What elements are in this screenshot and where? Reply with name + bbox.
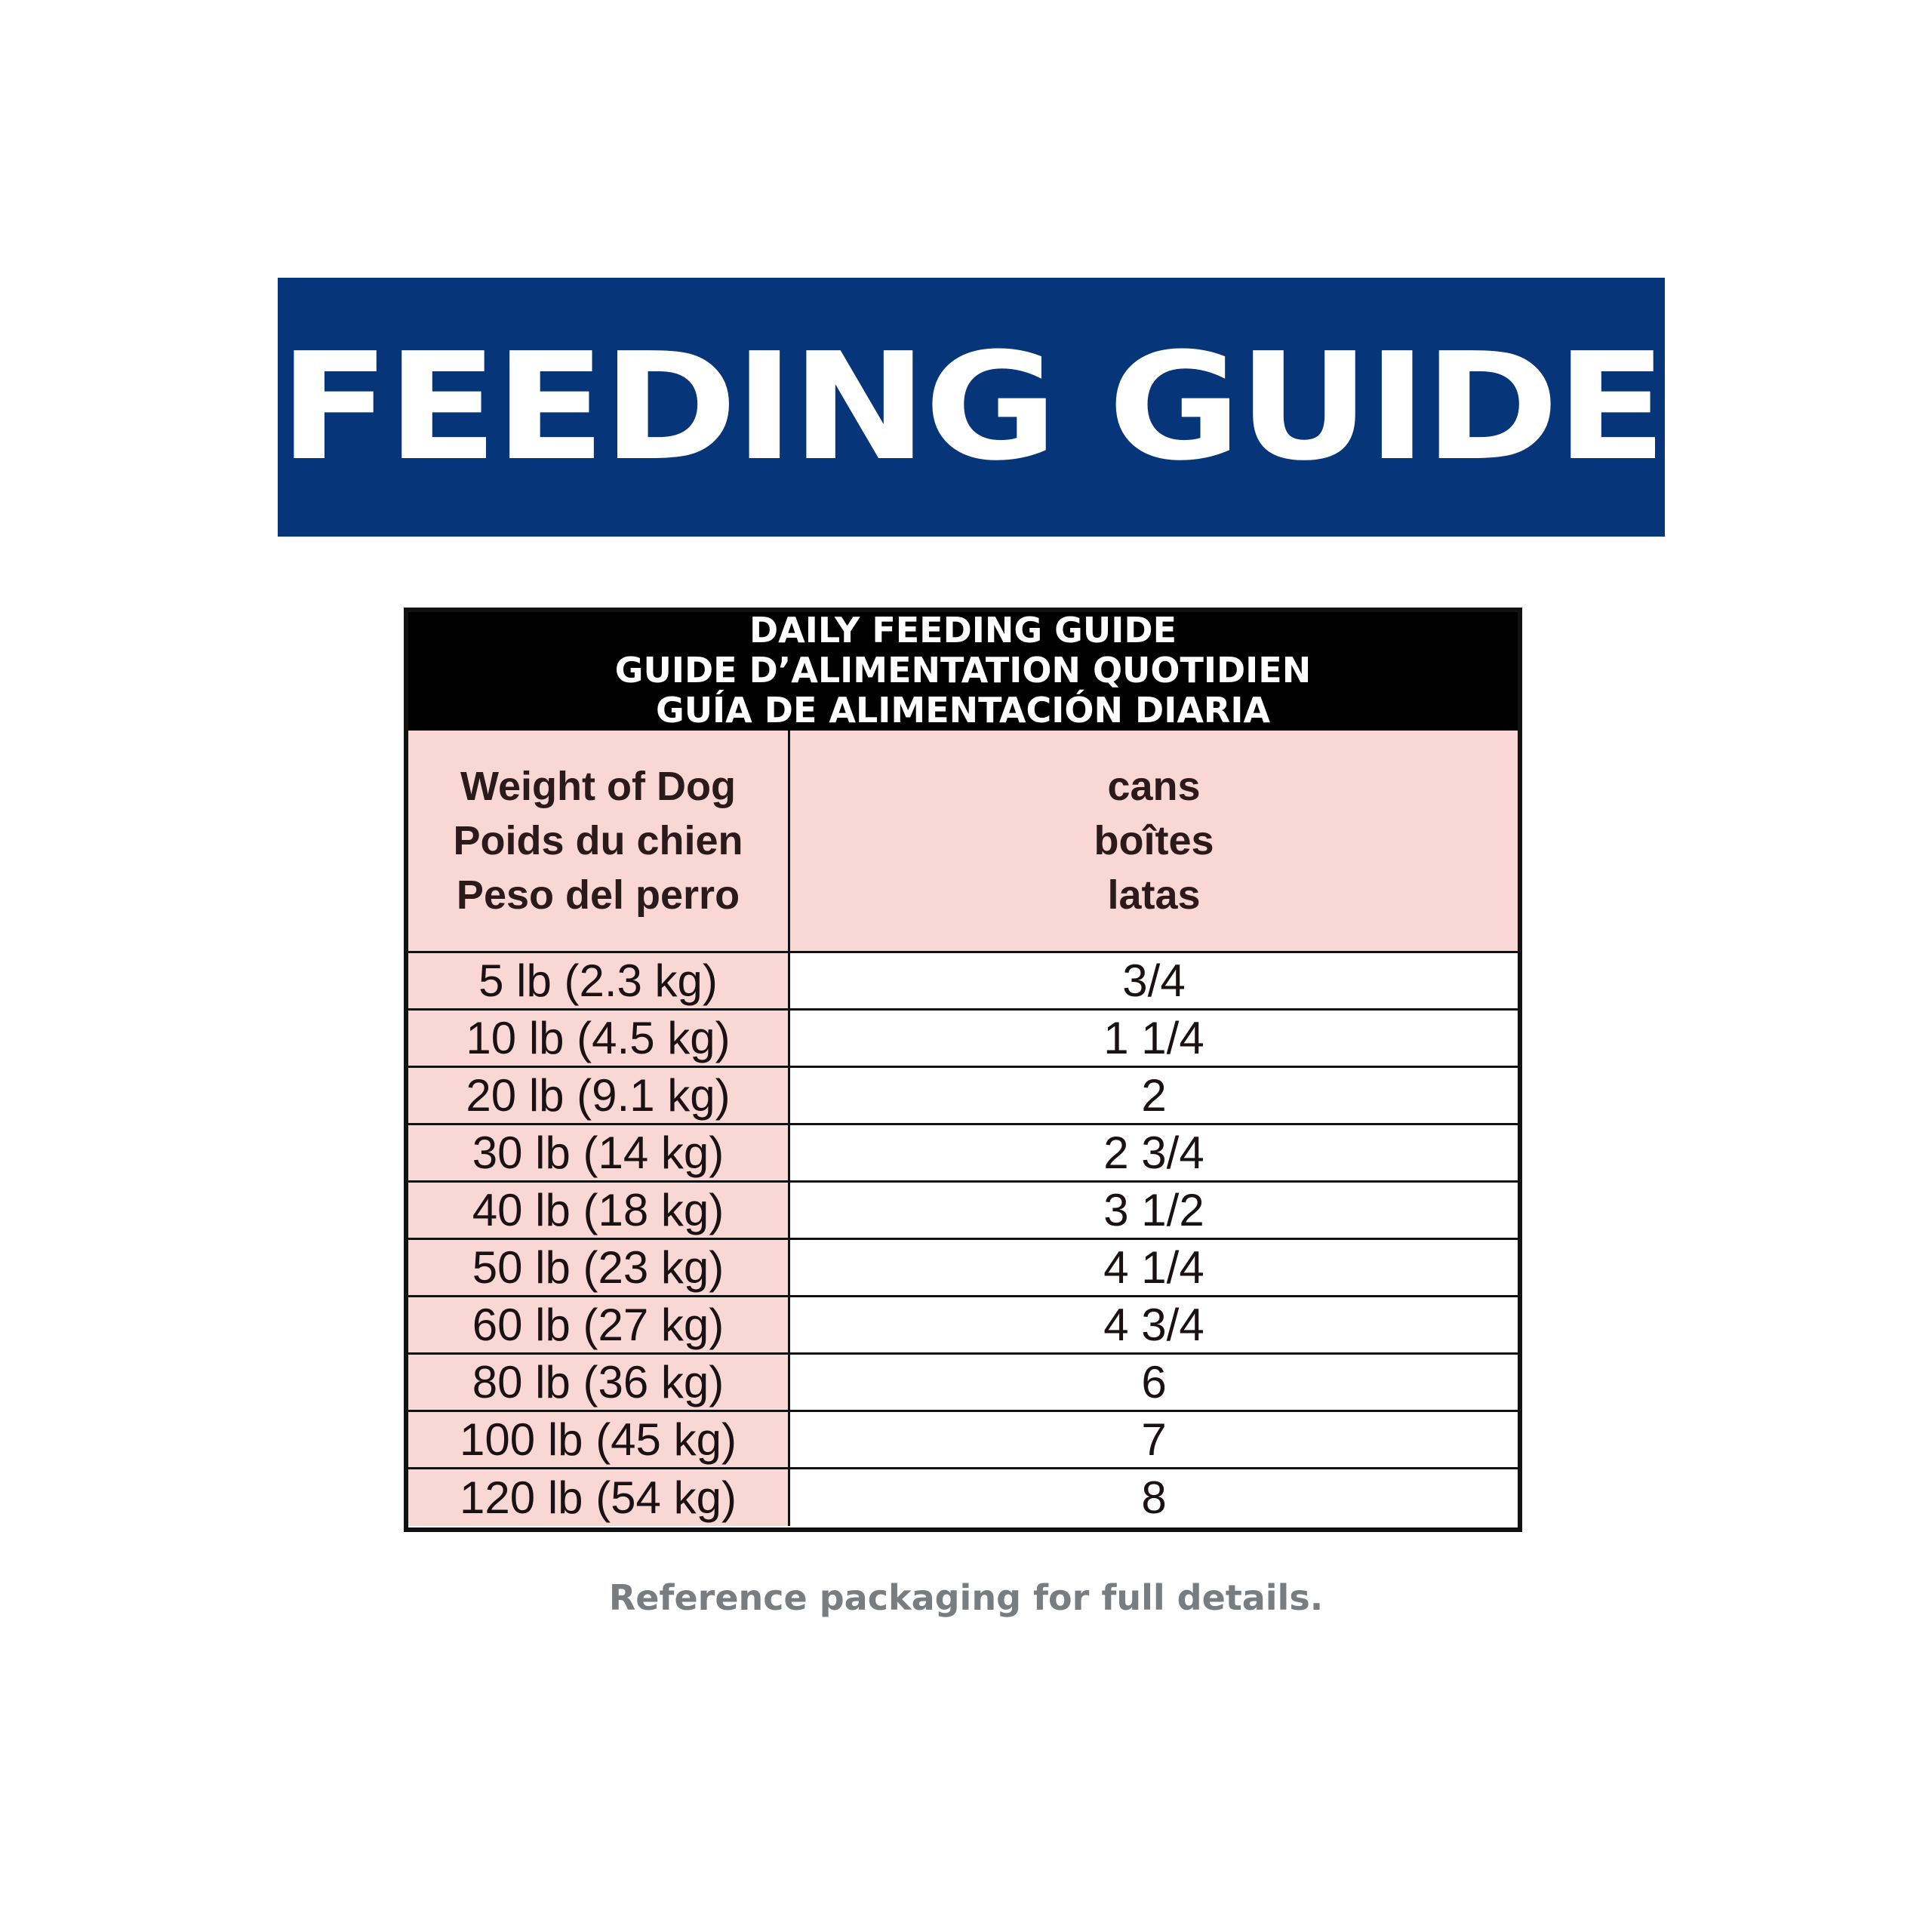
column-header-cans [790, 731, 1518, 951]
column-header-line: Peso del perro [456, 872, 740, 918]
cans-cell: 2 [790, 1068, 1518, 1123]
column-header-line: Poids du chien [453, 818, 743, 863]
cans-cell: 4 3/4 [790, 1297, 1518, 1352]
weight-cell: 120 lb (54 kg) [408, 1469, 790, 1526]
weight-cell: 80 lb (36 kg) [408, 1355, 790, 1410]
weight-cell: 60 lb (27 kg) [408, 1297, 790, 1352]
cans-cell: 7 [790, 1412, 1518, 1467]
weight-cell: 30 lb (14 kg) [408, 1125, 790, 1180]
column-header-line: cans [1107, 764, 1201, 809]
cans-cell: 1 1/4 [790, 1011, 1518, 1066]
column-header-line: boîtes [1094, 818, 1214, 863]
table-row [408, 1240, 1518, 1297]
feeding-guide-banner [278, 278, 1665, 537]
table-row [408, 1355, 1518, 1412]
cans-cell: 4 1/4 [790, 1240, 1518, 1295]
table-row [408, 1068, 1518, 1125]
cans-cell: 8 [790, 1469, 1518, 1526]
table-row [408, 1125, 1518, 1183]
table-body [408, 953, 1518, 1526]
cans-cell: 3/4 [790, 953, 1518, 1008]
cans-cell: 3 1/2 [790, 1183, 1518, 1238]
weight-cell: 40 lb (18 kg) [408, 1183, 790, 1238]
table-title [408, 609, 1518, 731]
cans-cell: 2 3/4 [790, 1125, 1518, 1180]
column-header-row [408, 731, 1518, 953]
footnote: Reference packaging for full details. [608, 1577, 1324, 1618]
weight-cell: 10 lb (4.5 kg) [408, 1011, 790, 1066]
weight-cell: 50 lb (23 kg) [408, 1240, 790, 1295]
table-row [408, 1011, 1518, 1068]
table-row [408, 1297, 1518, 1355]
cans-cell: 6 [790, 1355, 1518, 1410]
page-title: FEEDING GUIDE [278, 321, 1664, 494]
table-title-line: GUIDE D’ALIMENTATION QUOTIDIEN [614, 649, 1312, 691]
weight-cell: 20 lb (9.1 kg) [408, 1068, 790, 1123]
table-row [408, 1183, 1518, 1240]
table-title-line: GUÍA DE ALIMENTACIÓN DIARIA [655, 689, 1271, 731]
weight-cell: 100 lb (45 kg) [408, 1412, 790, 1467]
daily-feeding-guide-table [404, 608, 1522, 1532]
table-row [408, 1412, 1518, 1469]
weight-cell: 5 lb (2.3 kg) [408, 953, 790, 1008]
table-row [408, 1469, 1518, 1526]
table-row [408, 953, 1518, 1011]
table-title-line: DAILY FEEDING GUIDE [749, 609, 1177, 651]
column-header-weight [408, 731, 790, 951]
column-header-line: Weight of Dog [460, 764, 736, 809]
column-header-line: latas [1107, 872, 1201, 918]
